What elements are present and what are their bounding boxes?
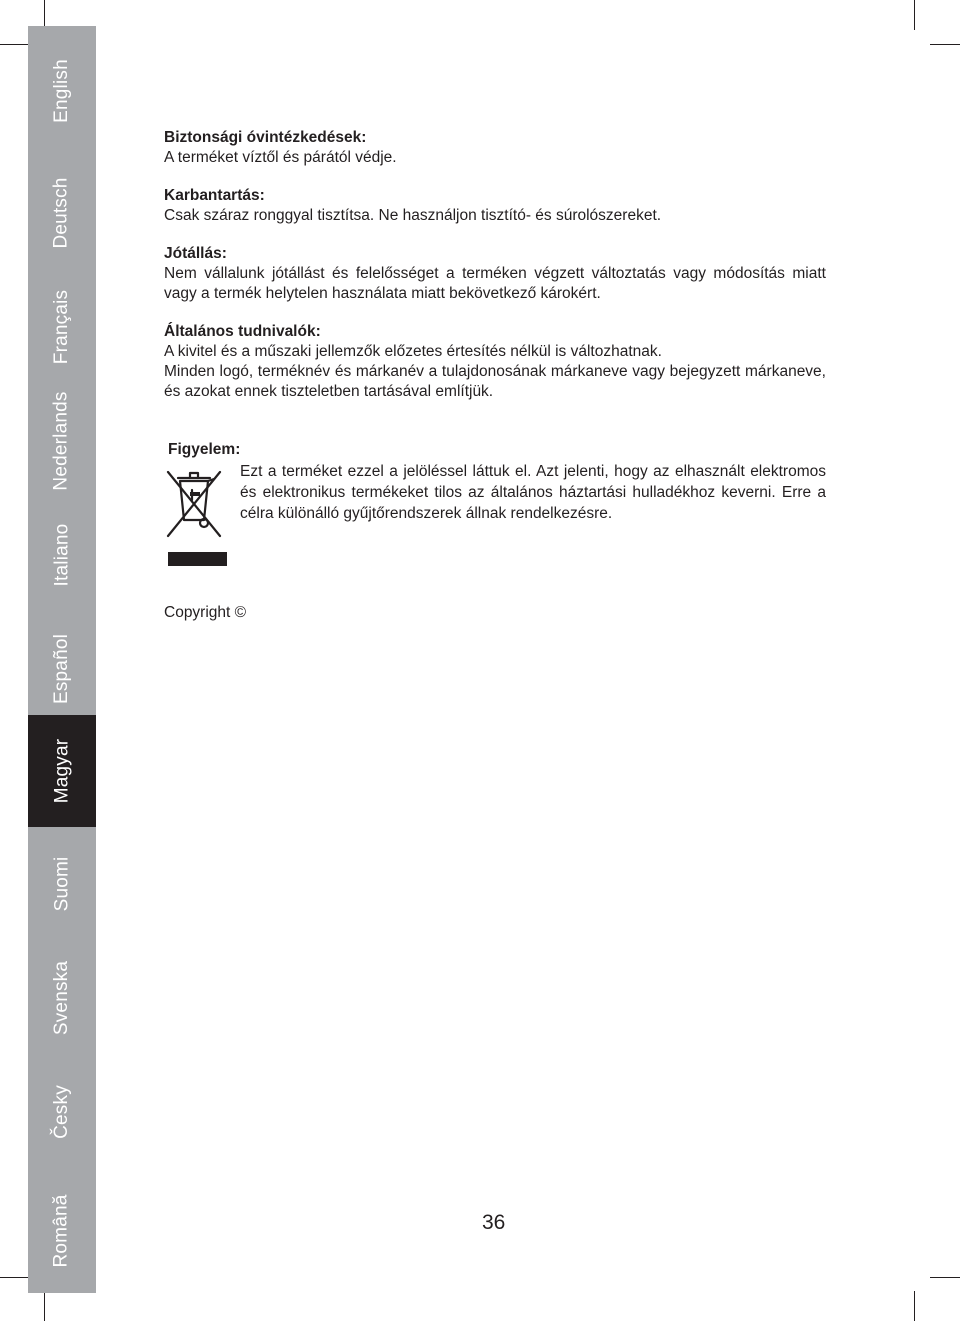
tab-italiano[interactable] (28, 498, 96, 612)
tab-label: Español (51, 633, 72, 705)
tab-english[interactable] (28, 26, 96, 156)
tab-label: Română (51, 1194, 72, 1268)
crop-mark (930, 44, 960, 45)
weee-bar (168, 552, 227, 566)
copyright-text: Copyright © (164, 604, 247, 621)
tab-label: Nederlands (51, 391, 73, 491)
general-section (164, 322, 826, 402)
general-text-1: A kivitel és a műszaki jellemzők előzetes értesítés nélkül is változhatnak. (164, 343, 662, 360)
warranty-text: Nem vállalunk jótállást és felelősséget a terméken végzett változtatás vagy módosítás miatt vagy a termék helytelen használata miatt bekövetkező károkért. (164, 265, 826, 302)
tab-label: Deutsch (51, 177, 73, 249)
tab-svenska[interactable] (28, 941, 96, 1055)
crop-mark (930, 1277, 960, 1278)
crop-mark (0, 44, 30, 45)
general-heading: Általános tudnivalók: (164, 323, 321, 340)
tab-label: Magyar (51, 738, 72, 804)
safety-section (164, 128, 826, 168)
tab-label: Italiano (51, 523, 72, 587)
tab-suomi[interactable] (28, 827, 96, 941)
attention-heading: Figyelem: (168, 441, 241, 458)
crop-mark (914, 0, 915, 30)
tab-label: Svenska (51, 960, 72, 1036)
warranty-heading: Jótállás: (164, 245, 227, 262)
page-number: 36 (482, 1211, 506, 1234)
maintenance-heading: Karbantartás: (164, 187, 265, 204)
safety-text: A terméket víztől és párától védje. (164, 149, 397, 166)
tab-espanol[interactable] (28, 612, 96, 726)
tab-label: English (51, 59, 72, 123)
tab-label: Česky (50, 1085, 72, 1139)
crop-mark (914, 1291, 915, 1321)
maintenance-section (164, 186, 826, 226)
safety-heading: Biztonsági óvintézkedések: (164, 129, 367, 146)
tab-francais[interactable] (28, 270, 96, 384)
main-content (164, 128, 826, 420)
warranty-section (164, 244, 826, 304)
crop-mark (0, 1277, 30, 1278)
tab-label: Suomi (50, 856, 72, 912)
tab-deutsch[interactable] (28, 156, 96, 270)
maintenance-text: Csak száraz ronggyal tisztítsa. Ne használjon tisztító- és súrolószereket. (164, 207, 662, 224)
tab-label: Français (51, 289, 72, 365)
crop-mark (44, 1291, 45, 1321)
tab-romana[interactable] (28, 1169, 96, 1293)
tab-nederlands[interactable] (28, 384, 96, 498)
general-text-2: Minden logó, terméknév és márkanév a tulajdonosának márkaneve vagy bejegyzett márkaneve, és azokat ennek tiszteletben tartásával említjük. (164, 363, 826, 400)
crossed-out-wheelie-bin-icon (160, 458, 228, 544)
attention-text: Ezt a terméket ezzel a jelöléssel láttuk el. Azt jelenti, hogy az elhasznált elektromos és elektronikus termékeket tilos az általános háztartási hulladékhoz keverni. Erre a célra különálló gyűjtőrendszerek állnak rendelkezésre. (240, 463, 826, 522)
language-tabs (28, 26, 96, 1293)
tab-magyar[interactable] (28, 715, 96, 827)
tab-cesky[interactable] (28, 1055, 96, 1169)
